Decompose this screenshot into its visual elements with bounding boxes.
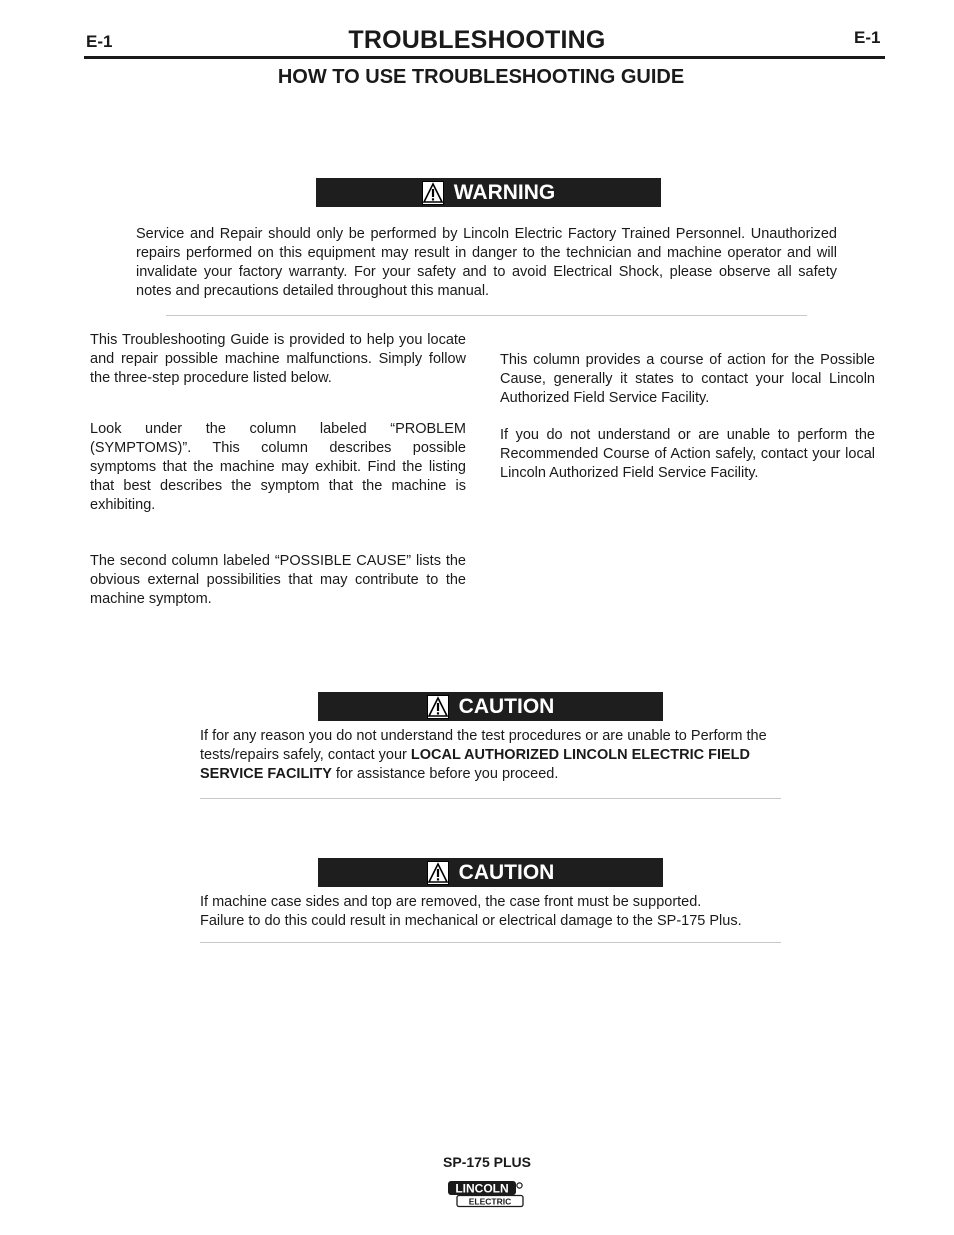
section-subtitle: HOW TO USE TROUBLESHOOTING GUIDE: [277, 66, 685, 88]
caution-text: [200, 893, 820, 931]
exclamation-triangle-icon: [427, 861, 449, 885]
caution-text-part: for assistance before you proceed.: [331, 766, 559, 782]
right-paragraph-step3: This column provides a course of action for the Possible Cause, generally it states to contact your local Lincoln Authorized Field Service Facility.: [500, 352, 875, 406]
svg-text:ELECTRIC: ELECTRIC: [468, 1196, 512, 1207]
page-title: TROUBLESHOOTING: [348, 26, 606, 54]
right-paragraph-note: If you do not understand or are unable to perform the Recommended Course of Action safely, contact your local Lincoln Authorized Field Service Facility.: [500, 427, 875, 481]
divider: [200, 798, 781, 799]
warning-label: WARNING: [453, 180, 556, 204]
divider: [200, 942, 781, 943]
svg-text:LINCOLN: LINCOLN: [455, 1181, 509, 1196]
page-number-right: E-1: [854, 28, 881, 47]
service-facility-emphasis: LOCAL AUTHORIZED LINCOLN ELECTRIC FIELD SERVICE FACILITY: [200, 747, 750, 782]
caution-label: CAUTION: [458, 694, 555, 718]
divider: [166, 315, 807, 316]
caution-line: Failure to do this could result in mechanical or electrical damage to the SP-175 Plus.: [200, 913, 742, 929]
warning-text: Service and Repair should only be performed by Lincoln Electric Factory Trained Personnel. Unauthorized repairs performed on this equipment may result in danger to the technician and machine operator and will invalidate your factory warranty. For your safety and to avoid Electrical Shock, please observe all safety notes and precautions detailed throughout this manual.: [136, 226, 837, 299]
left-paragraph-intro: This Troubleshooting Guide is provided to help you locate and repair possible machine malfunctions. Simply follow the three-step procedure listed below.: [90, 332, 466, 386]
lincoln-electric-logo: [446, 1178, 528, 1210]
exclamation-triangle-icon: [422, 181, 444, 205]
caution-banner: [318, 692, 663, 721]
caution-text-part: If for any reason you do not understand the test procedures or are unable to Perform the tests/repairs safely, contact your: [200, 728, 767, 763]
warning-banner: [316, 178, 661, 207]
model-name: SP-175 PLUS: [443, 1154, 531, 1170]
title-rule: [84, 56, 885, 59]
exclamation-triangle-icon: [427, 695, 449, 719]
page-number-left: E-1: [86, 32, 113, 51]
caution-text: [200, 727, 790, 784]
caution-line: If machine case sides and top are removed, the case front must be supported.: [200, 894, 702, 910]
caution-label: CAUTION: [458, 860, 555, 884]
caution-banner: [318, 858, 663, 887]
left-paragraph-step2: The second column labeled “POSSIBLE CAUSE” lists the obvious external possibilities that may contribute to the machine symptom.: [90, 553, 466, 607]
left-paragraph-step1: Look under the column labeled “PROBLEM (SYMPTOMS)”. This column describes possible symptoms that the machine may exhibit. Find the listing that best describes the symptom that the machine is exhibiting.: [90, 421, 466, 513]
